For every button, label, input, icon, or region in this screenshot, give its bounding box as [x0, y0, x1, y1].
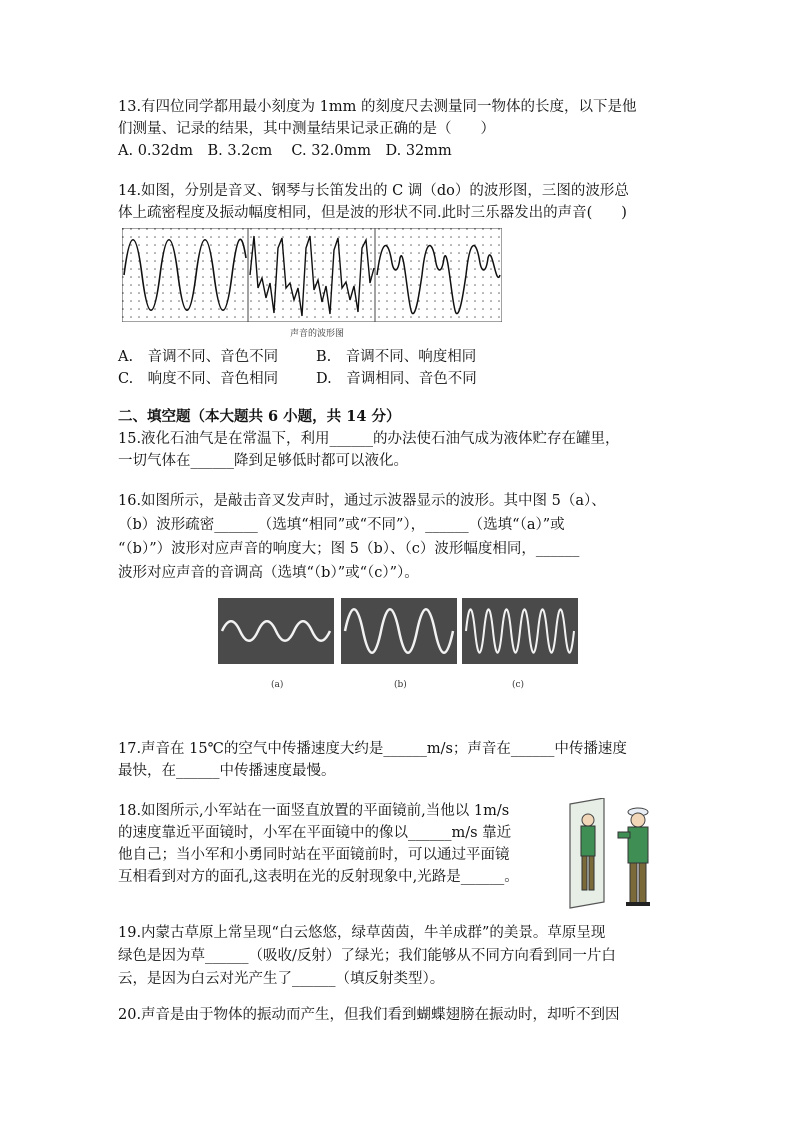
q16-line-3: “（b）”）波形对应声音的响度大；图 5（b）、（c）波形幅度相同，______	[118, 541, 580, 557]
q19-line-2: 绿色是因为草______（吸收/反射）了绿光；我们能够从不同方向看到同一片白	[118, 948, 616, 964]
oscilloscope-figure	[218, 598, 578, 666]
q13-line-2: 们测量、记录的结果，其中测量结果记录正确的是（ ）	[118, 121, 495, 137]
caption-b: (b)	[394, 680, 407, 690]
q20-line-1: 20.声音是由于物体的振动而产生，但我们看到蝴蝶翅膀在振动时，却听不到因	[118, 1007, 620, 1023]
q18-line-3: 他自己；当小军和小勇同时站在平面镜前时，可以通过平面镜	[118, 847, 510, 863]
q19-line-1: 19.内蒙古草原上常呈现“白云悠悠，绿草茵茵，牛羊成群”的美景。草原呈现	[118, 925, 606, 941]
mirror-soldiers-illustration	[564, 798, 672, 910]
q16-line-1: 16.如图所示，是敲击音叉发声时，通过示波器显示的波形。其中图 5（a）、	[118, 493, 606, 509]
q18-line-2: 的速度靠近平面镜时，小军在平面镜中的像以______m/s 靠近	[118, 825, 512, 841]
sound-waveform-figure	[122, 228, 502, 322]
q14-option-a: A. 音调不同、音色不同	[118, 349, 279, 365]
q13-options: A. 0.32dm B. 3.2cm C. 32.0mm D. 32mm	[118, 143, 452, 159]
q16-line-2: （b）波形疏密______（选填“相同”或“不同”），______（选填“（a）”或	[118, 517, 565, 533]
q14-option-c: C. 响度不同、音色相同	[118, 371, 279, 387]
q15-line-1: 15.液化石油气是在常温下，利用______的办法使石油气成为液体贮存在罐里，	[118, 431, 620, 447]
q18-line-4: 互相看到对方的面孔,这表明在光的反射现象中,光路是______。	[118, 869, 519, 885]
caption-c: (c)	[512, 680, 525, 690]
q19-line-3: 云，是因为白云对光产生了______（填反射类型）。	[118, 971, 445, 987]
q18-line-1: 18.如图所示,小军站在一面竖直放置的平面镜前,当他以 1m/s	[118, 803, 510, 819]
q13-line-1: 13.有四位同学都用最小刻度为 1mm 的刻度尺去测量同一物体的长度，以下是他	[118, 99, 637, 115]
q17-line-1: 17.声音在 15℃的空气中传播速度大约是______m/s；声音在______中传播速度	[118, 741, 627, 757]
q14-line-1: 14.如图，分别是音叉、钢琴与长笛发出的 C 调（do）的波形图，三图的波形总	[118, 183, 629, 199]
q16-line-4: 波形对应声音的音调高（选填“（b）”或“（c）”）。	[118, 565, 419, 581]
q14-option-d: D. 音调相同、音色不同	[316, 371, 477, 387]
caption-a: (a)	[271, 680, 284, 690]
waveform-caption: 声音的波形图	[290, 329, 345, 339]
section-2-heading: 二、填空题（本大题共 6 小题，共 14 分）	[118, 408, 401, 425]
q14-option-b: B. 音调不同、响度相同	[316, 349, 477, 365]
q15-line-2: 一切气体在______降到足够低时都可以液化。	[118, 453, 408, 469]
q14-line-2: 体上疏密程度及振动幅度相同，但是波的形状不同.此时三乐器发出的声音( )	[118, 205, 627, 221]
q17-line-2: 最快，在______中传播速度最慢。	[118, 763, 336, 779]
